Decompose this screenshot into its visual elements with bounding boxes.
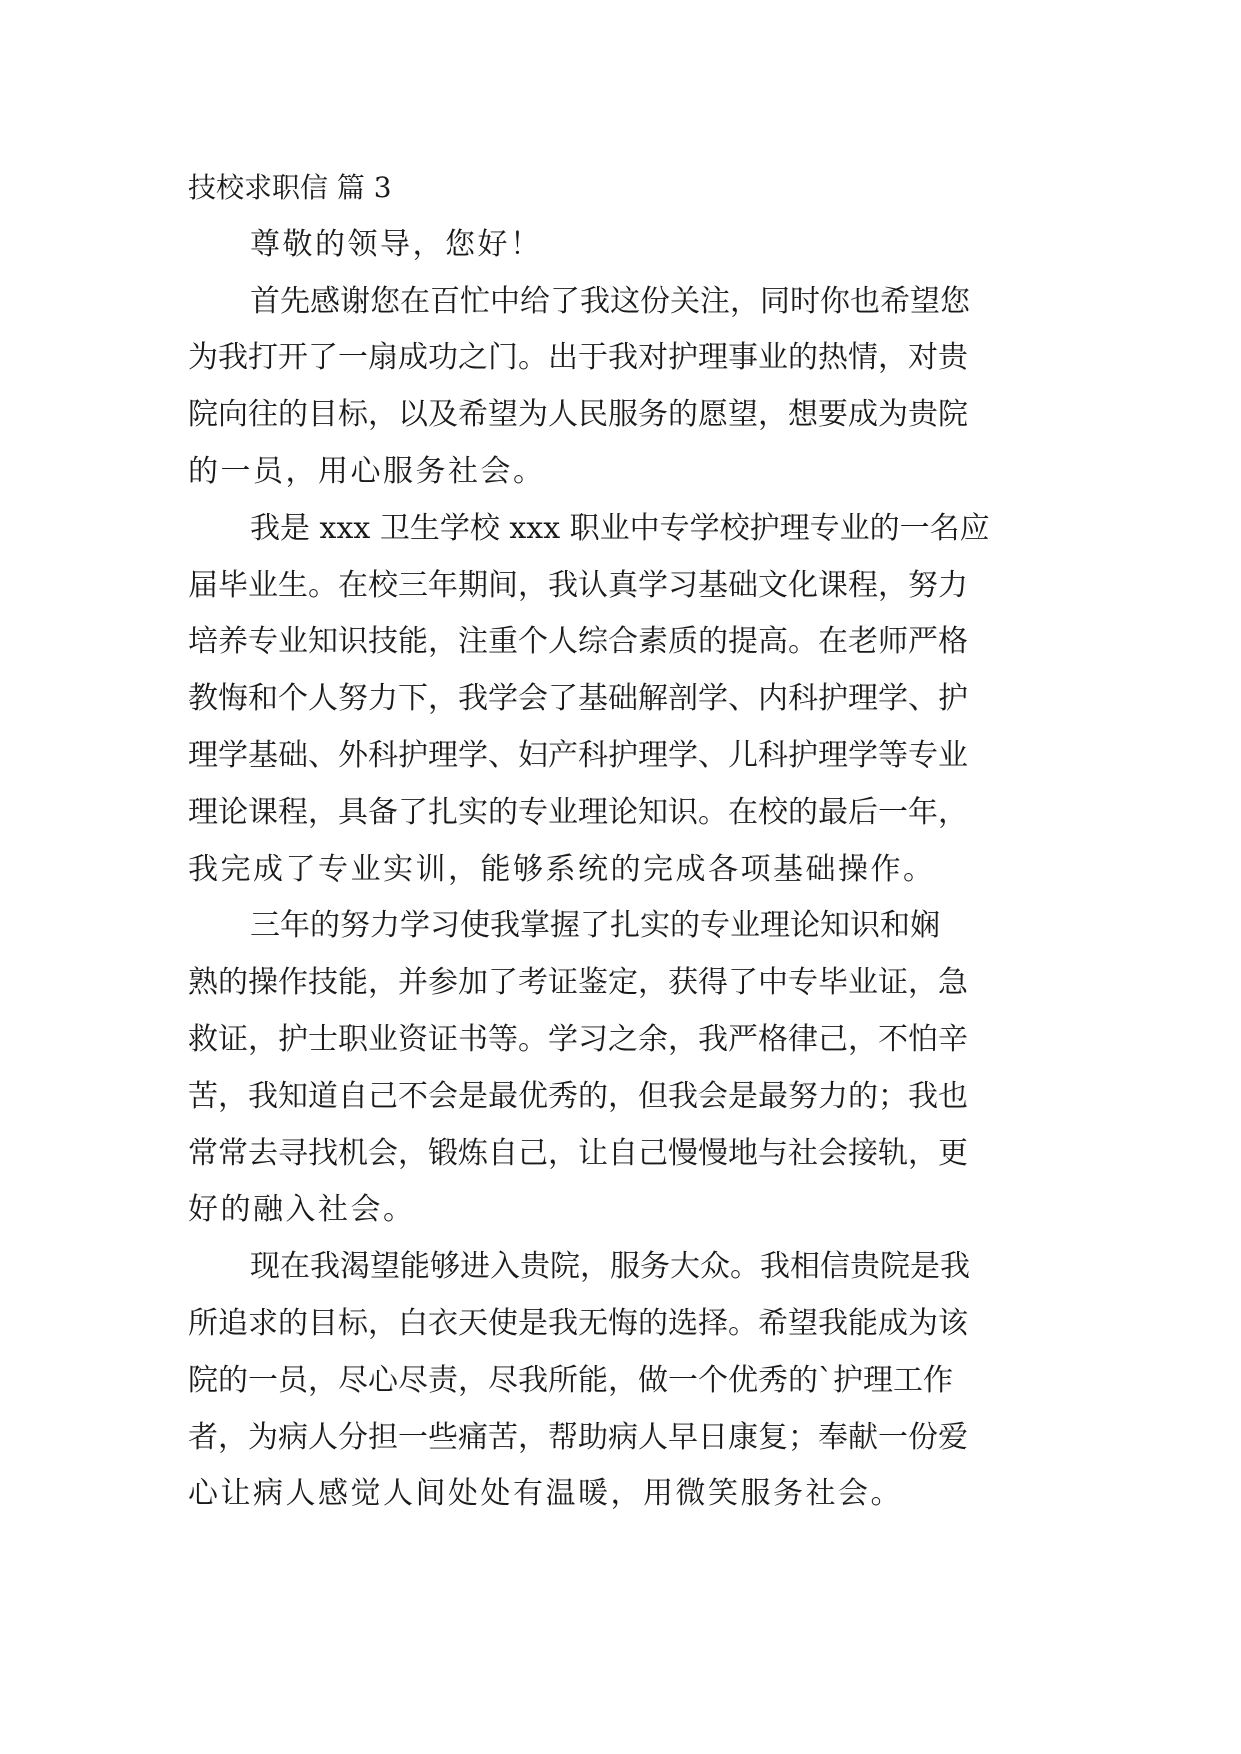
text-line: 苦，我知道自己不会是最优秀的，但我会是最努力的；我也 — [188, 1078, 968, 1114]
text-line: 救证，护士职业资证书等。学习之余，我严格律己，不怕辛 — [188, 1021, 968, 1057]
letter-body — [188, 160, 1054, 1523]
text-line: 院的一员，尽心尽责，尽我所能，做一个优秀的`护理工作 — [188, 1362, 953, 1398]
text-line: 者，为病人分担一些痛苦，帮助病人早日康复；奉献一份爱 — [188, 1419, 968, 1455]
text-line: 三年的努力学习使我掌握了扎实的专业理论知识和娴 — [250, 908, 940, 944]
text-line: 好的融入社会。 — [188, 1192, 416, 1228]
text-line: 院向往的目标，以及希望为人民服务的愿望，想要成为贵院 — [188, 397, 968, 433]
paragraph — [188, 274, 1054, 501]
paragraph-list — [188, 274, 1054, 1524]
text-line: 理论课程，具备了扎实的专业理论知识。在校的最后一年， — [188, 794, 968, 830]
text-line: 教悔和个人努力下，我学会了基础解剖学、内科护理学、护 — [188, 681, 968, 717]
text-line: 所追求的目标，白衣天使是我无悔的选择。希望我能成为该 — [188, 1305, 968, 1341]
text-line: 理学基础、外科护理学、妇产科护理学、儿科护理学等专业 — [188, 737, 968, 773]
text-line: 现在我渴望能够进入贵院，服务大众。我相信贵院是我 — [250, 1249, 970, 1285]
paragraph — [188, 501, 1054, 899]
text-line: 熟的操作技能，并参加了考证鉴定，获得了中专毕业证，急 — [188, 965, 968, 1001]
text-line: 为我打开了一扇成功之门。出于我对护理事业的热情，对贵 — [188, 340, 968, 376]
text-line: 我是 xxx 卫生学校 xxx 职业中专学校护理专业的一名应 — [250, 510, 990, 546]
text-line: 届毕业生。在校三年期间，我认真学习基础文化课程，努力 — [188, 567, 968, 603]
text-line: 培养专业知识技能，注重个人综合素质的提高。在老师严格 — [188, 624, 968, 660]
salutation: 尊敬的领导，您好！ — [250, 226, 543, 262]
text-line: 我完成了专业实训，能够系统的完成各项基础操作。 — [188, 851, 936, 887]
paragraph — [188, 898, 1054, 1239]
text-line: 常常去寻找机会，锻炼自己，让自己慢慢地与社会接轨，更 — [188, 1135, 968, 1171]
text-line: 心让病人感觉人间处处有温暖，用微笑服务社会。 — [188, 1476, 903, 1512]
paragraph — [188, 1239, 1054, 1523]
document-title: 技校求职信 篇 3 — [188, 171, 392, 204]
text-line: 的一员，用心服务社会。 — [188, 453, 546, 489]
text-line: 首先感谢您在百忙中给了我这份关注，同时你也希望您 — [250, 283, 970, 319]
